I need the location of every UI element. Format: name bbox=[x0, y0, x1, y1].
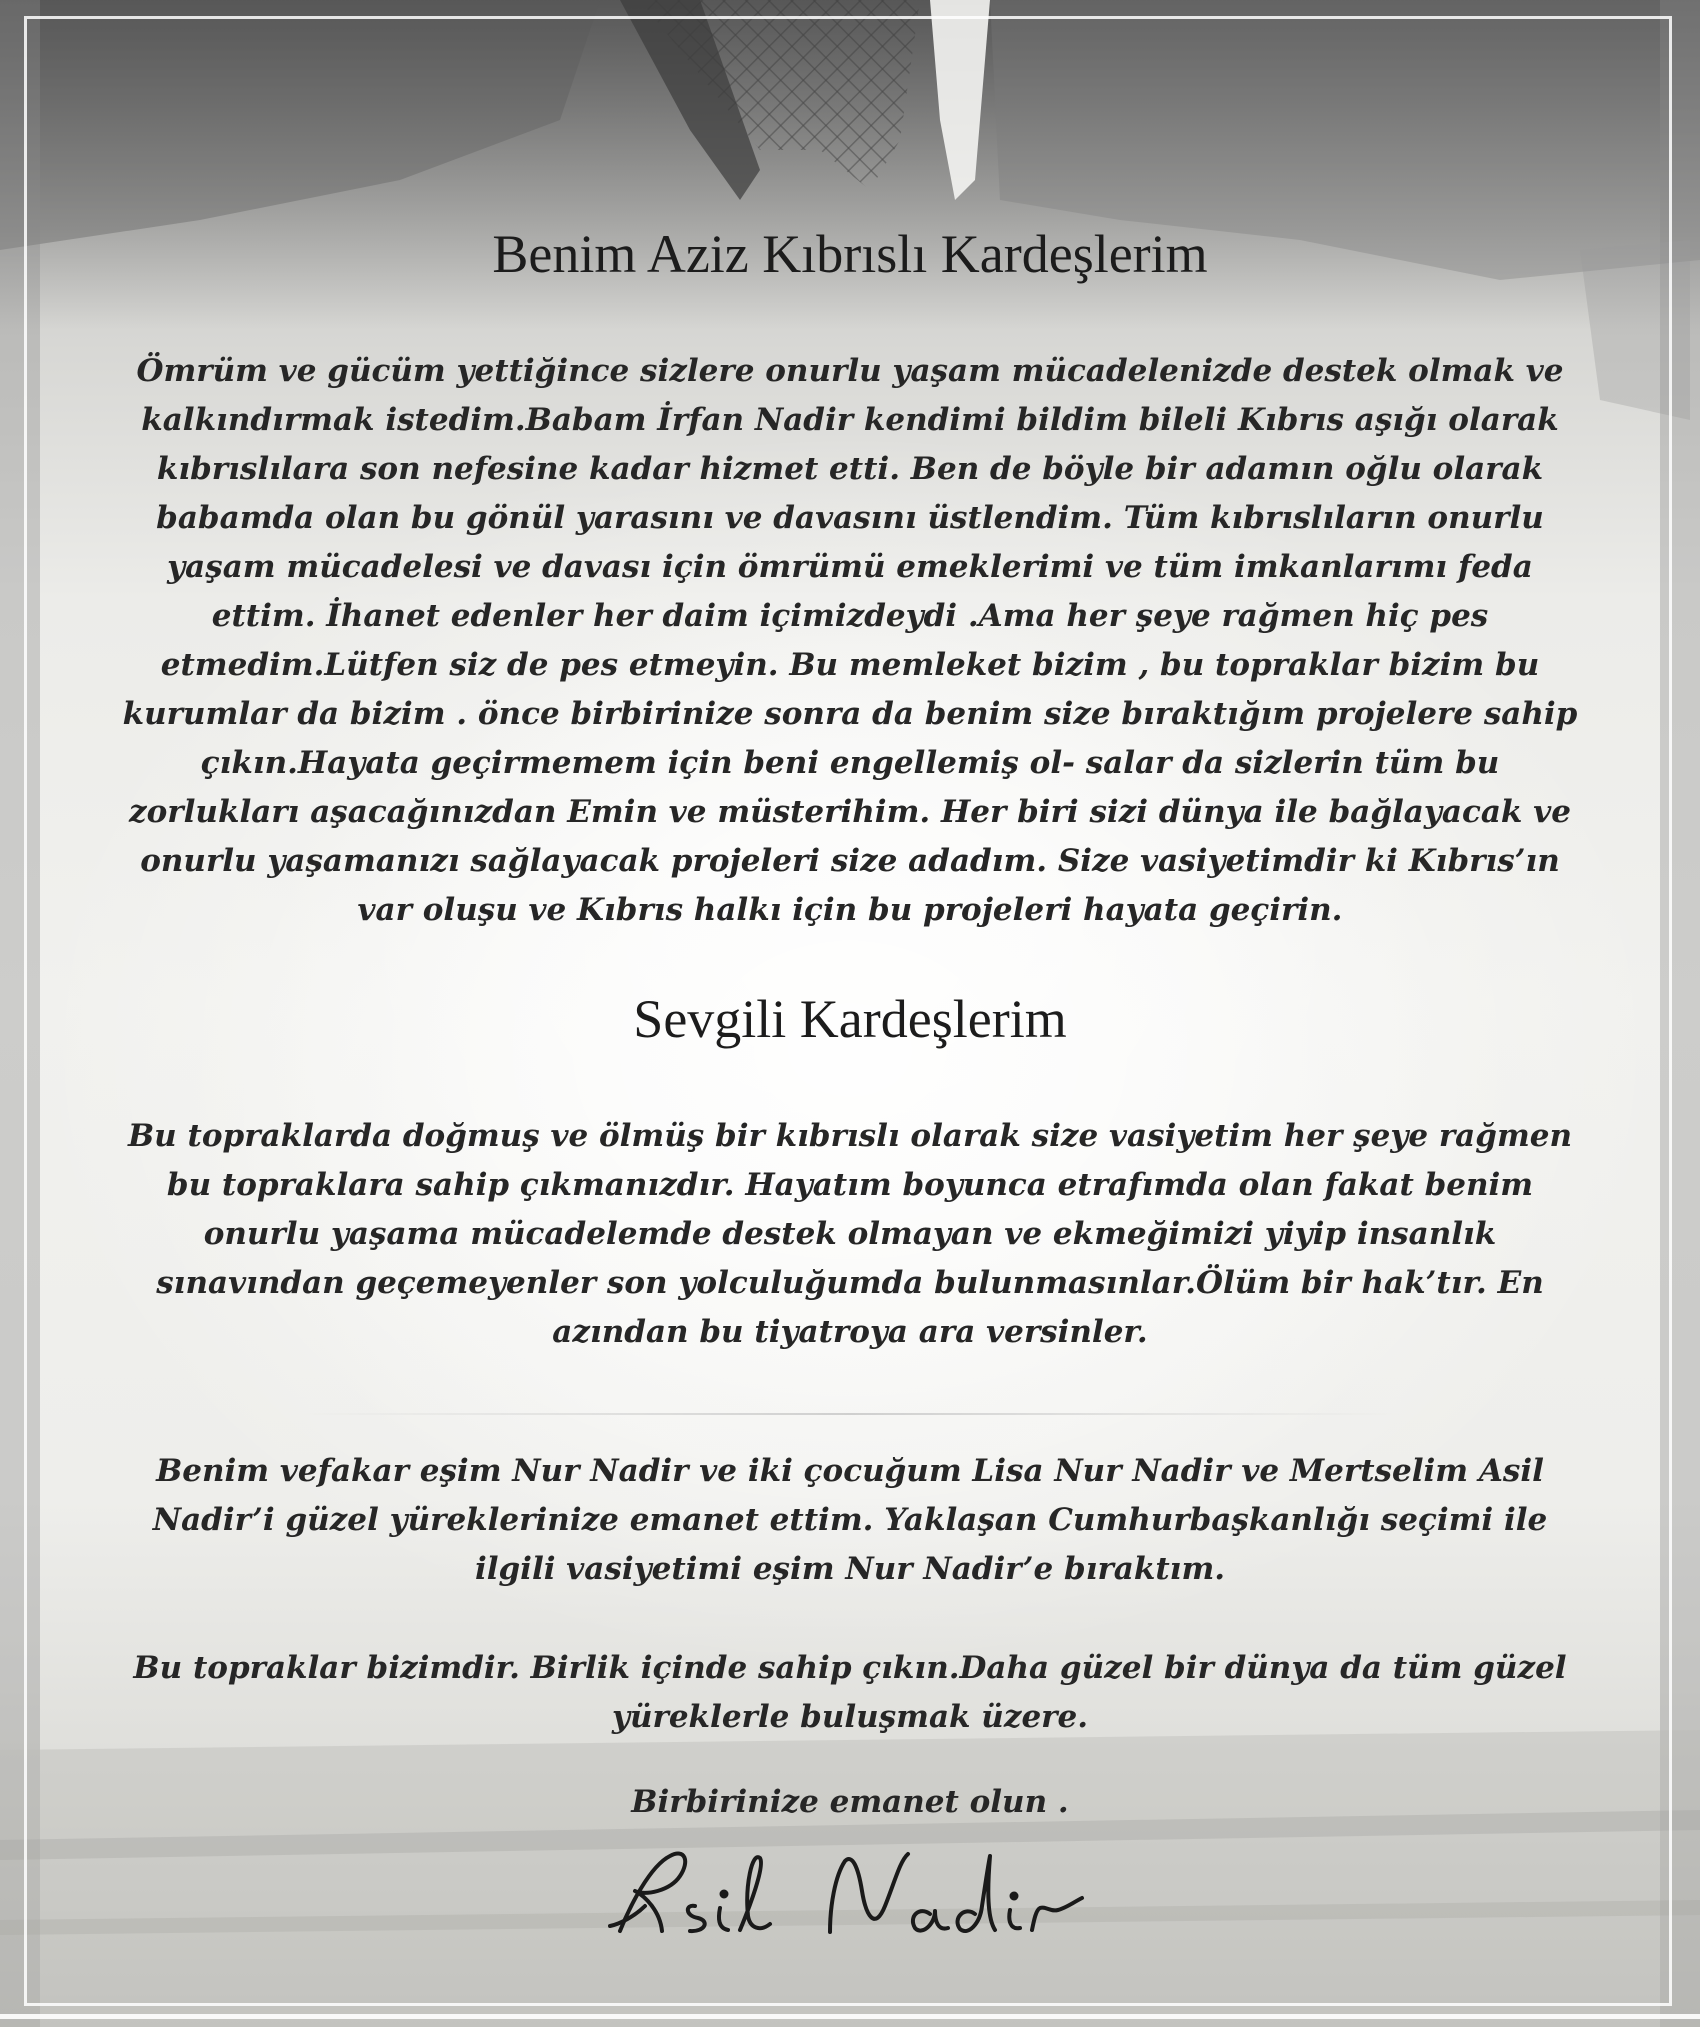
paragraph-intro: Ömrüm ve gücüm yettiğince sizlere onurlu yaşam mücadelenizde destek olmak ve kalkındırmak istedim.Babam İrfan Nadir kendimi bildim bileli Kıbrıs aşığı olarak kıbrıslılara son nefesine kadar hizmet etti. Ben de böyle bir adamın oğlu olarak babamda olan bu gönül yarasını ve davasını üstlendim. Tüm kıbrıslıların onurlu yaşam mücadelesi ve davası için ömrümü emeklerimi ve tüm imkanlarımı feda ettim. İhanet edenler her daim içimizdeydi .Ama her şeye rağmen hiç pes etmedim.Lütfen siz de pes etmeyin. Bu memleket bizim , bu topraklar bizim bu kurumlar da bizim . önce birbirinize sonra da benim size bıraktığım projelere sahip çıkın.Hayata geçirmemem için beni engellemiş ol- salar da sizlerin tüm bu zorlukları aşacağınızdan Emin ve müsterihim. Her biri sizi dünya ile bağlayacak ve onurlu yaşamanızı sağlayacak projeleri size adadım. Size vasiyetimdir ki Kıbrıs’ın var oluşu ve Kıbrıs halkı için bu projeleri hayata geçirin. bbox=[122, 352, 1578, 928]
letter-title: Benim Aziz Kıbrıslı Kardeşlerim bbox=[492, 224, 1208, 284]
bottom-rule bbox=[0, 2014, 1700, 2019]
divider bbox=[300, 1413, 1400, 1415]
paragraph-closing-message: Bu topraklar bizimdir. Birlik içinde sahip çıkın.Daha güzel bir dünya da tüm güzel yüreklerle buluşmak üzere. bbox=[133, 1649, 1567, 1735]
paragraph-testament: Bu topraklarda doğmuş ve ölmüş bir kıbrıslı olarak size vasiyetim her şeye rağmen bu topraklara sahip çıkmanızdır. Hayatım boyunca etrafımda olan fakat benim onurlu yaşama mücadelemde destek olmayan ve ekmeğimizi yiyip insanlık sınavından geçemeyenler son yolculuğumda bulunmasınlar.Ölüm bir hak’tır. En azından bu tiyatroya ara versinler. bbox=[127, 1117, 1573, 1350]
handwritten-signature bbox=[590, 1836, 1110, 1946]
letter-body bbox=[120, 200, 1580, 1946]
letter-subtitle: Sevgili Kardeşlerim bbox=[633, 988, 1067, 1049]
signature bbox=[120, 1836, 1580, 1946]
closing-line: Birbirinize emanet olun . bbox=[631, 1783, 1069, 1820]
spacer bbox=[120, 935, 1580, 987]
paragraph-family: Benim vefakar eşim Nur Nadir ve iki çocuğum Lisa Nur Nadir ve Mertselim Asil Nadir’i güzel yüreklerinize emanet ettim. Yaklaşan Cumhurbaşkanlığı seçimi ile ilgili vasiyetimi eşim Nur Nadir’e bıraktım. bbox=[152, 1452, 1548, 1587]
